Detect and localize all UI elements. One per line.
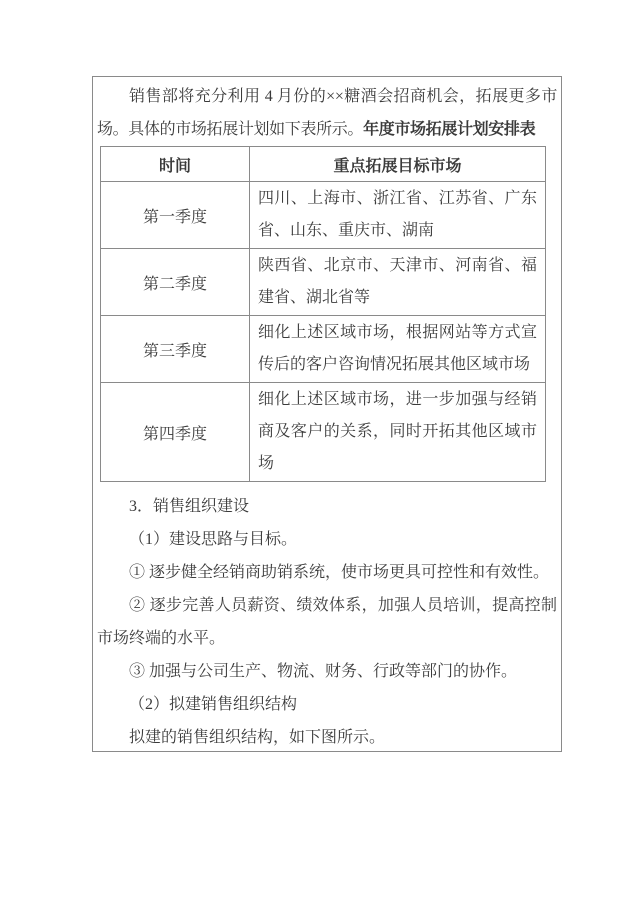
list-item-1: ① 逐步健全经销商助销系统，使市场更具可控性和有效性。 — [129, 564, 550, 581]
table-title: 年度市场拓展计划安排表 — [363, 121, 536, 138]
subsection-2-title: （2）拟建销售组织结构 — [129, 696, 298, 713]
header-time: 时间 — [101, 147, 250, 182]
markets-q2: 陕西省、北京市、天津市、河南省、福建省、湖北省等 — [250, 249, 546, 316]
table-row — [101, 249, 546, 316]
table-row — [101, 182, 546, 249]
intro-text: 销售部将充分利用 4 月份的××糖酒会招商机会，拓展更多市场。具体的市场拓展计划如下表所示。 — [97, 88, 557, 138]
sales-organization-section — [97, 490, 557, 752]
period-q3: 第三季度 — [101, 316, 250, 383]
document-cell — [92, 76, 562, 752]
section-heading: 3．销售组织建设 — [129, 498, 250, 515]
subsection-1-title: （1）建设思路与目标。 — [129, 531, 298, 548]
table-row — [101, 316, 546, 383]
markets-q4: 细化上述区域市场，进一步加强与经销商及客户的关系，同时开拓其他区域市场 — [250, 383, 546, 482]
table-row — [101, 383, 546, 482]
list-item-2: ② 逐步完善人员薪资、绩效体系，加强人员培训，提高控制市场终端的水平。 — [97, 597, 557, 647]
period-q1: 第一季度 — [101, 182, 250, 249]
markets-q3: 细化上述区域市场，根据网站等方式宣传后的客户咨询情况拓展其他区域市场 — [250, 316, 546, 383]
list-item-3: ③ 加强与公司生产、物流、财务、行政等部门的协作。 — [129, 663, 518, 680]
market-expansion-table — [100, 146, 546, 482]
header-target-markets: 重点拓展目标市场 — [250, 147, 546, 182]
period-q4: 第四季度 — [101, 383, 250, 482]
closing-sentence: 拟建的销售组织结构，如下图所示。 — [129, 729, 386, 746]
intro-paragraph — [97, 80, 557, 146]
markets-q1: 四川、上海市、浙江省、江苏省、广东省、山东、重庆市、湖南 — [250, 182, 546, 249]
table-header-row — [101, 147, 546, 182]
period-q2: 第二季度 — [101, 249, 250, 316]
